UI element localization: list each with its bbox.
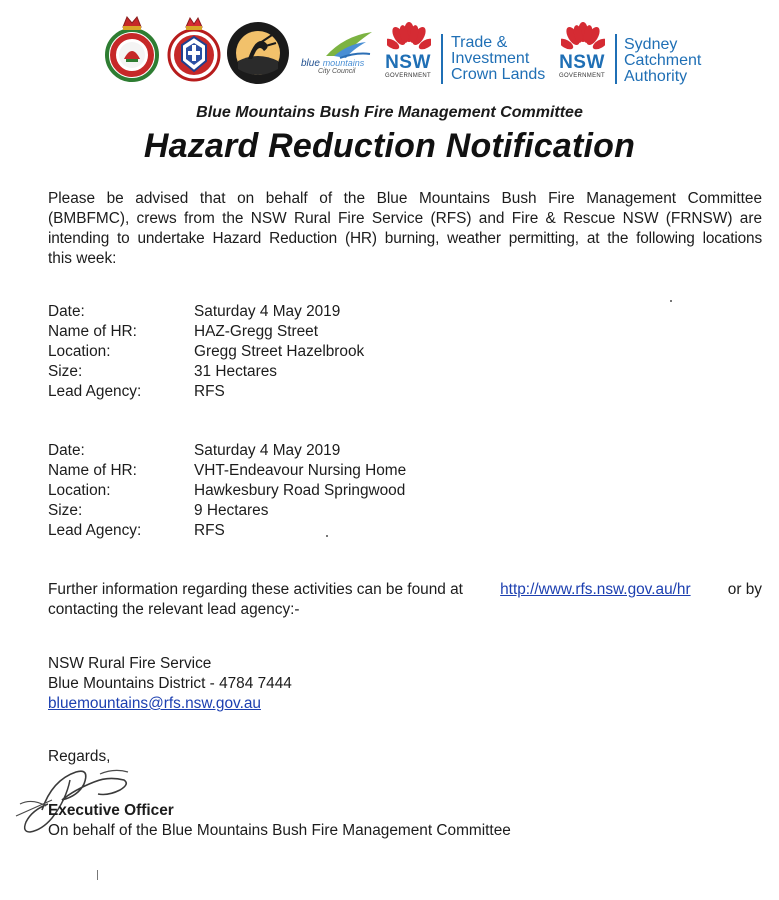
location-label: Location: (48, 482, 111, 499)
scan-speck (670, 300, 672, 302)
nsw-word: NSW (385, 52, 431, 73)
contact-email-line (48, 694, 261, 714)
frnsw-logo (164, 13, 224, 83)
waratah-icon (561, 22, 605, 52)
sca-line-1: Sydney (624, 36, 678, 53)
date-value: Saturday 4 May 2019 (194, 442, 341, 459)
further-text-before: Further information regarding these activities can be found at (48, 581, 463, 598)
date-label: Date: (48, 303, 85, 320)
regards-text: Regards, (48, 748, 111, 765)
bmcc-name-2: mountains (322, 58, 365, 68)
agency-value: RFS (194, 522, 225, 539)
divider-bar (441, 34, 443, 84)
trade-investment-text (451, 35, 545, 83)
further-text-after: or by (727, 581, 762, 598)
name-label: Name of HR: (48, 462, 137, 479)
further-line-1 (48, 580, 762, 600)
intro-line-1: Please be advised that on behalf of the Blue Mountains Bush Fire Management Committee (48, 190, 762, 207)
intro-line-3: intending to undertake Hazard Reduction (HR) burning, weather permitting, at the following locations (48, 230, 762, 247)
size-label: Size: (48, 502, 83, 519)
name-label: Name of HR: (48, 323, 137, 340)
trade-line-2: Investment (451, 50, 530, 67)
contact-email-link[interactable]: bluemountains@rfs.nsw.gov.au (48, 695, 261, 712)
size-value: 9 Hectares (194, 502, 269, 519)
contact-org: NSW Rural Fire Service (48, 655, 212, 672)
divider-bar (615, 34, 617, 84)
nsw-government-word: GOVERNMENT (384, 73, 431, 79)
intro-line-2: (BMBFMC), crews from the NSW Rural Fire Service (RFS) and Fire & Rescue NSW (FRNSW) are (48, 210, 762, 227)
further-info-paragraph (48, 580, 762, 620)
size-label: Size: (48, 363, 83, 380)
sydney-catchment-text (624, 37, 701, 85)
agency-label: Lead Agency: (48, 522, 142, 539)
size-value: 31 Hectares (194, 363, 277, 380)
agency-value: RFS (194, 383, 225, 400)
nsw-government-logo-trade (383, 22, 435, 84)
intro-paragraph (48, 189, 762, 269)
agency-label: Lead Agency: (48, 383, 142, 400)
nsw-government-logo-sca (557, 22, 609, 84)
date-value: Saturday 4 May 2019 (194, 303, 341, 320)
trade-line-1: Trade & (451, 34, 508, 51)
location-value: Hawkesbury Road Springwood (194, 482, 406, 499)
nsw-word: NSW (559, 52, 605, 73)
rfs-logo (104, 13, 160, 83)
contact-district: Blue Mountains District - 4784 7444 (48, 675, 292, 692)
bmcc-sub: City Council (318, 68, 356, 75)
executive-officer-title: Executive Officer (48, 802, 174, 819)
committee-heading: Blue Mountains Bush Fire Management Committee (196, 104, 583, 121)
nsw-government-word: GOVERNMENT (558, 73, 605, 79)
bmcc-name-1: blue (301, 58, 320, 69)
sca-line-3: Authority (624, 68, 688, 85)
further-line-2: contacting the relevant lead agency:- (48, 601, 300, 618)
sca-line-2: Catchment (624, 52, 702, 69)
scan-speck (326, 535, 328, 537)
name-value: VHT-Endeavour Nursing Home (194, 462, 407, 479)
waratah-icon (387, 22, 431, 52)
date-label: Date: (48, 442, 85, 459)
scan-speck (97, 870, 98, 880)
on-behalf-text: On behalf of the Blue Mountains Bush Fire Management Committee (48, 822, 511, 839)
rfs-hr-link[interactable]: http://www.rfs.nsw.gov.au/hr (500, 581, 691, 598)
page-title: Hazard Reduction Notification (143, 127, 636, 165)
trade-line-3: Crown Lands (451, 66, 546, 83)
location-value: Gregg Street Hazelbrook (194, 343, 365, 360)
npws-logo (226, 21, 290, 85)
intro-line-4: this week: (48, 250, 117, 267)
name-value: HAZ-Gregg Street (194, 323, 319, 340)
location-label: Location: (48, 343, 111, 360)
